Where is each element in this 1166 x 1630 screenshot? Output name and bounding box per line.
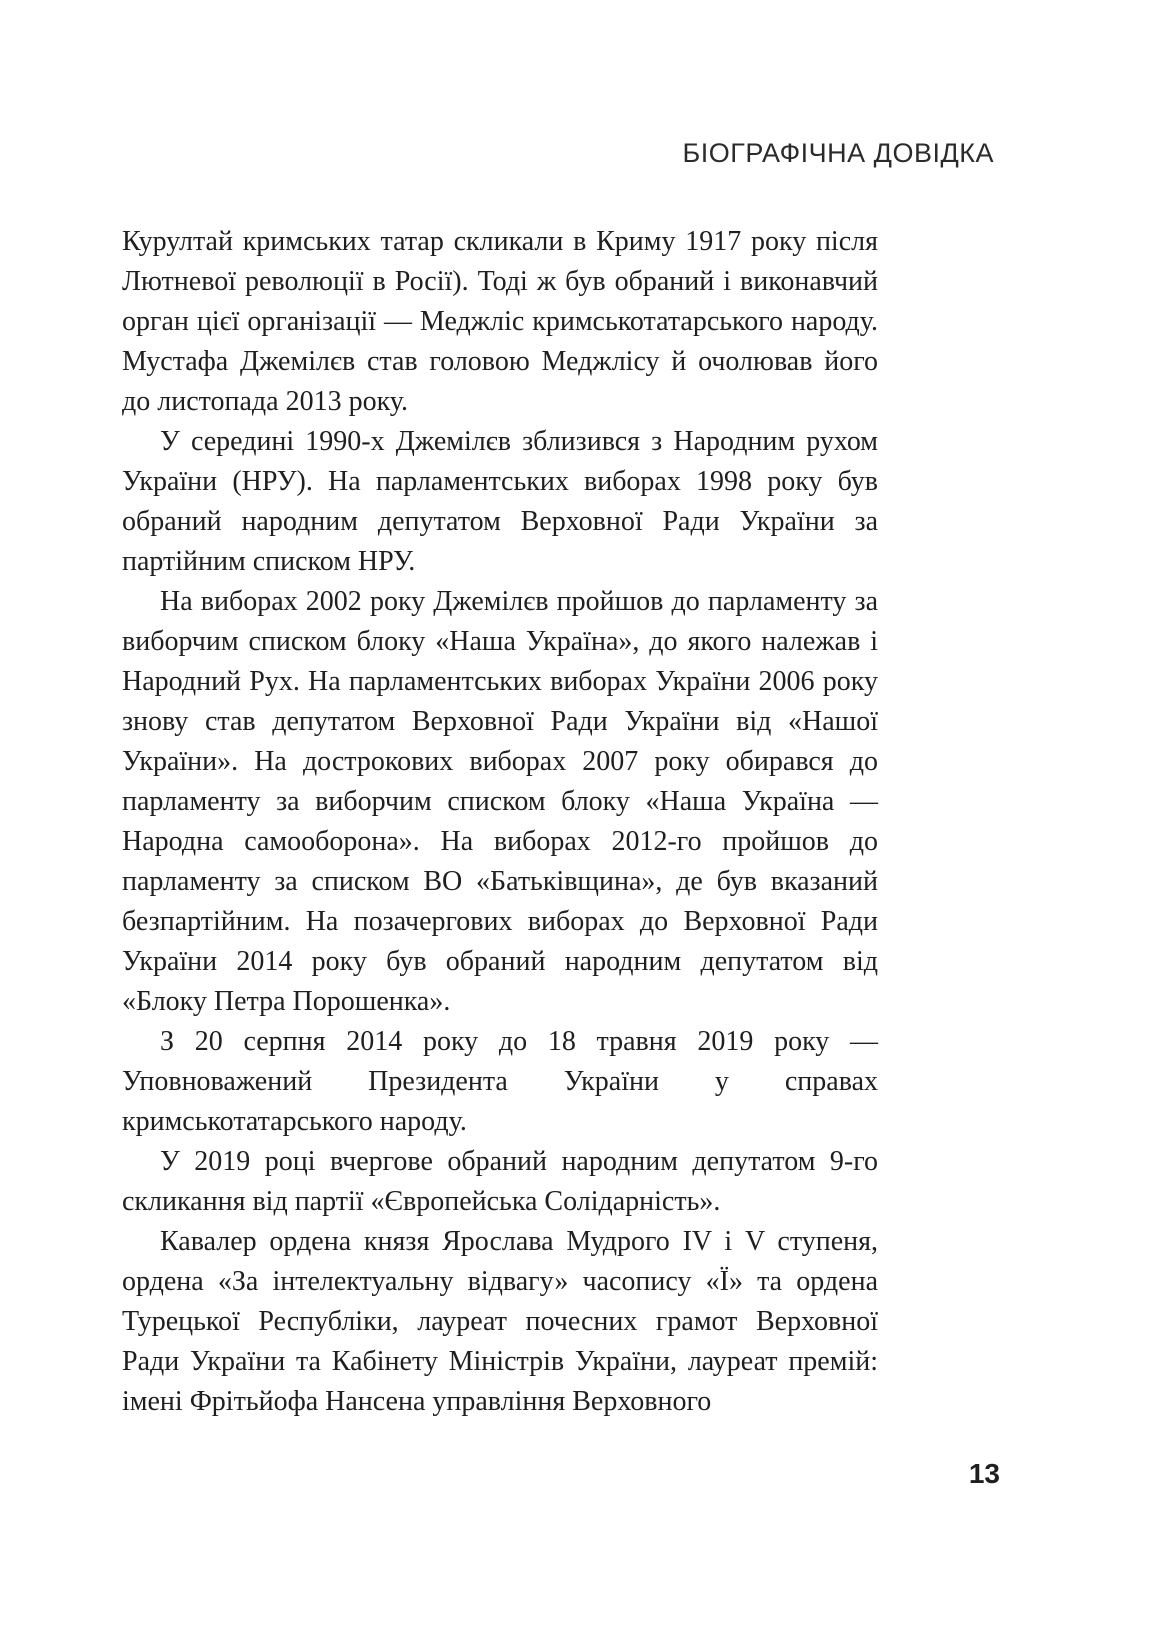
paragraph: У 2019 році вчергове обраний народним депутатом 9-го скликання від партії «Європейська Солідарність». — [122, 1146, 878, 1217]
paragraph: Курултай кримських татар скликали в Криму 1917 року після Лютневої революції в Росії). Тоді ж був обраний і виконавчий орган цієї організації — Меджліс кримськотатарського народу. Мустафа Джемілєв став головою Меджлісу й очолював його до листопада 2013 року. — [122, 226, 878, 417]
page-number: 13 — [968, 1458, 1000, 1489]
paragraph: У середині 1990-х Джемілєв зблизився з Народним рухом України (НРУ). На парламентських виборах 1998 року був обраний народним депутатом Верховної Ради України за партійним списком НРУ. — [122, 426, 878, 577]
running-head: БІОГРАФІЧНА ДОВІДКА — [682, 138, 994, 168]
paragraph: З 20 серпня 2014 року до 18 травня 2019 року — Уповноважений Президента України у справах кримськотатарського народу. — [122, 1026, 878, 1137]
paragraph: Кавалер ордена князя Ярослава Мудрого IV і V ступеня, ордена «За інтелектуальну відвагу» часопису «Ї» та ордена Турецької Республіки, лауреат почесних грамот Верховної Ради України та Кабінету Міністрів України, лауреат премій: імені Фрітьйофа Нансена управління Верховного — [122, 1226, 878, 1417]
text-block — [122, 222, 878, 1422]
paragraph: На виборах 2002 року Джемілєв пройшов до парламенту за виборчим списком блоку «Наша Україна», до якого належав і Народний Рух. На парламентських виборах України 2006 року знову став депутатом Верховної Ради України від «Нашої України». На дострокових виборах 2007 року обирався до парламенту за виборчим списком блоку «Наша Україна — Народна самооборона». На виборах 2012-го пройшов до парламенту за списком ВО «Батьківщина», де був вказаний безпартійним. На позачергових виборах до Верховної Ради України 2014 року був обраний народним депутатом від «Блоку Петра Порошенка». — [122, 586, 878, 1017]
